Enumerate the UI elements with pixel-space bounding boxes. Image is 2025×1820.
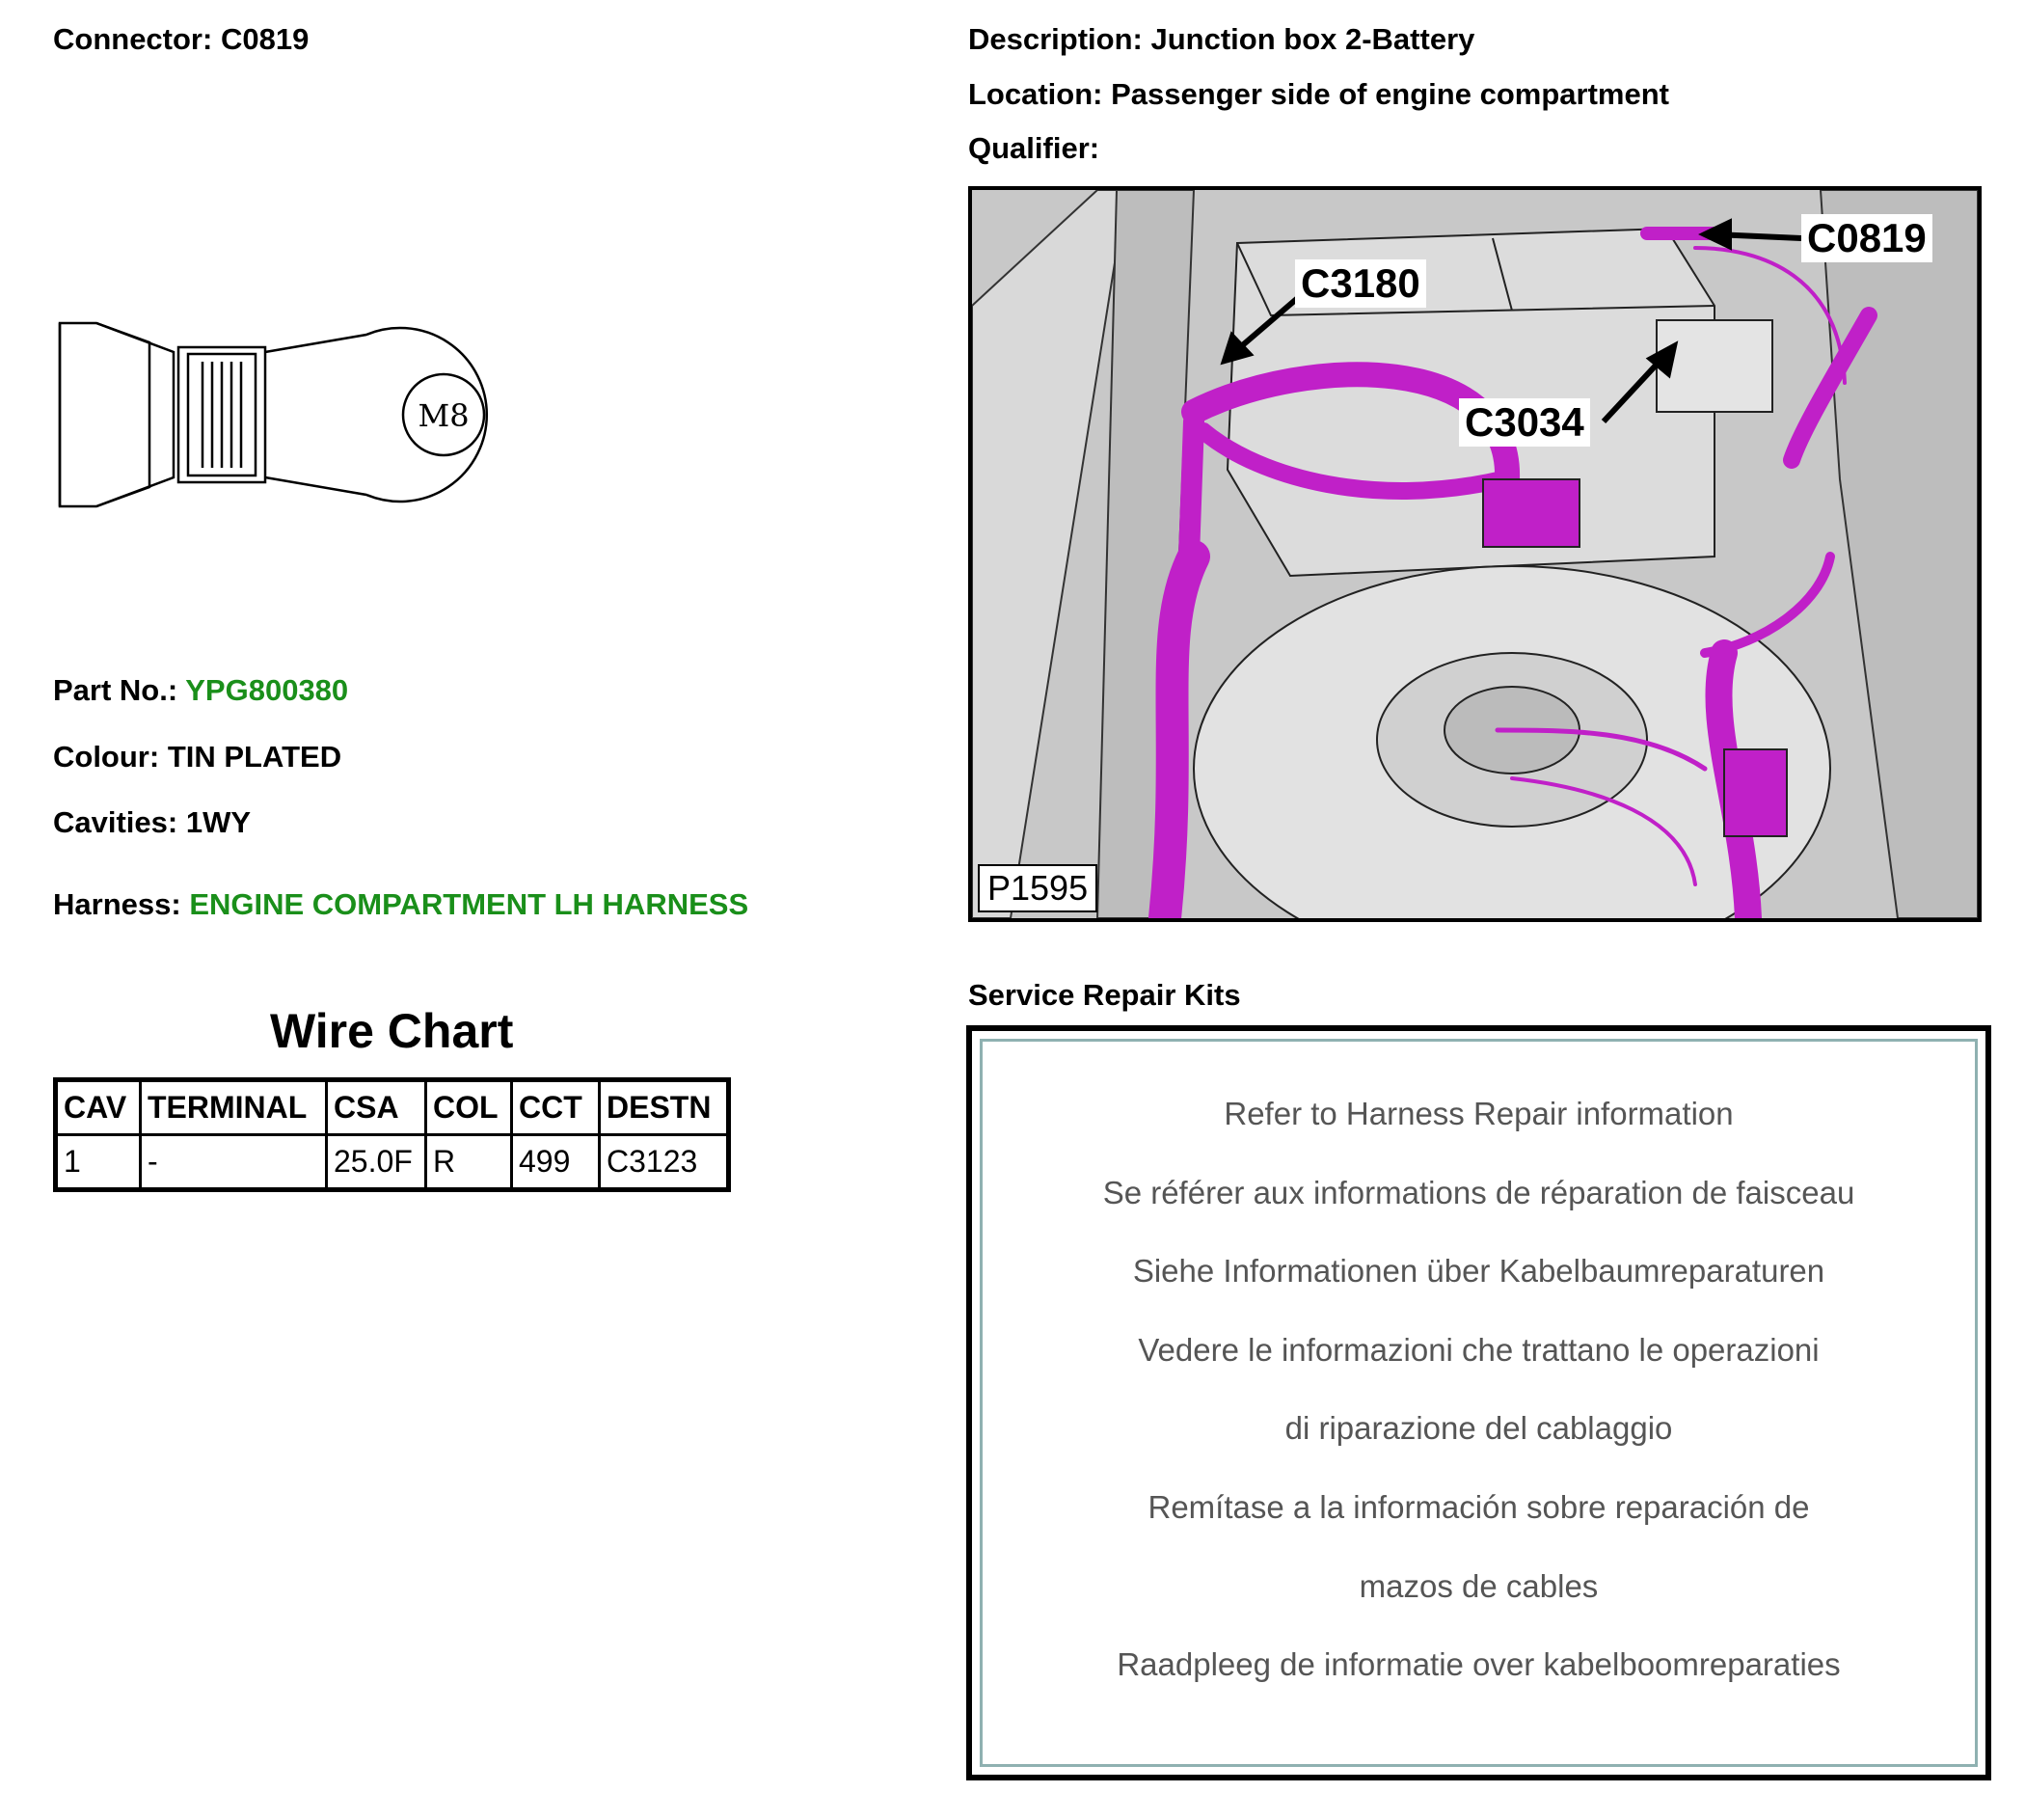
connector-label: Connector: xyxy=(53,22,213,56)
location-label: Location: xyxy=(968,77,1103,111)
cavities-line xyxy=(53,805,251,840)
service-repair-kits-inner xyxy=(980,1039,1978,1767)
kit-line-de: Siehe Informationen über Kabelbaumreparaturen xyxy=(1132,1253,1825,1289)
cell-cav: 1 xyxy=(56,1135,141,1190)
part-no-link[interactable]: YPG800380 xyxy=(185,673,349,707)
cell-col: R xyxy=(426,1135,512,1190)
description-heading xyxy=(968,22,1474,57)
wire-chart-title: Wire Chart xyxy=(270,1004,514,1058)
callout-c0819: C0819 xyxy=(1801,214,1932,262)
colour-value: TIN PLATED xyxy=(167,740,342,774)
col-cav-header: CAV xyxy=(56,1080,141,1135)
ring-terminal-drawing xyxy=(58,313,540,516)
table-row xyxy=(56,1135,729,1190)
service-repair-kits-title: Service Repair Kits xyxy=(968,978,1241,1012)
connector-heading xyxy=(53,22,309,57)
kit-line-it-2: di riparazione del cablaggio xyxy=(1284,1410,1673,1446)
engine-bay-illustration xyxy=(972,190,1978,918)
kit-line-fr: Se référer aux informations de réparation de faisceau xyxy=(1102,1175,1855,1210)
col-cct-header: CCT xyxy=(512,1080,600,1135)
colour-line xyxy=(53,740,341,774)
cell-terminal: - xyxy=(141,1135,327,1190)
harness-link[interactable]: ENGINE COMPARTMENT LH HARNESS xyxy=(189,887,749,921)
wire-chart-table xyxy=(53,1077,731,1192)
harness-line xyxy=(53,887,748,922)
description-label: Description: xyxy=(968,22,1143,56)
cavities-value: 1WY xyxy=(185,805,252,839)
cell-destn: C3123 xyxy=(600,1135,729,1190)
colour-label: Colour: xyxy=(53,740,160,774)
cell-cct: 499 xyxy=(512,1135,600,1190)
callout-c3034: C3034 xyxy=(1459,398,1590,447)
kit-line-it-1: Vedere le informazioni che trattano le operazioni xyxy=(1138,1332,1820,1368)
service-repair-kits-box xyxy=(966,1025,1991,1780)
location-photo xyxy=(968,186,1982,922)
cavities-label: Cavities: xyxy=(53,805,178,839)
terminal-marking: M8 xyxy=(418,397,470,434)
part-no-line xyxy=(53,673,348,708)
connector-value: C0819 xyxy=(220,22,310,56)
photo-reference: P1595 xyxy=(978,864,1097,912)
location-heading xyxy=(968,77,1669,112)
part-no-label: Part No.: xyxy=(53,673,178,707)
qualifier-label: Qualifier: xyxy=(968,131,1100,165)
kit-line-en: Refer to Harness Repair information xyxy=(1224,1096,1734,1131)
qualifier-heading xyxy=(968,131,1099,166)
kit-line-es-1: Remítase a la información sobre reparación de xyxy=(1148,1489,1810,1525)
col-col-header: COL xyxy=(426,1080,512,1135)
col-destn-header: DESTN xyxy=(600,1080,729,1135)
description-value: Junction box 2-Battery xyxy=(1150,22,1475,56)
col-csa-header: CSA xyxy=(327,1080,426,1135)
kit-line-es-2: mazos de cables xyxy=(1359,1568,1599,1604)
cell-csa: 25.0F xyxy=(327,1135,426,1190)
col-terminal-header: TERMINAL xyxy=(141,1080,327,1135)
wire-chart-header-row xyxy=(56,1080,729,1135)
callout-c3180: C3180 xyxy=(1295,259,1426,308)
kit-line-nl: Raadpleeg de informatie over kabelboomreparaties xyxy=(1117,1646,1841,1682)
harness-label: Harness: xyxy=(53,887,181,921)
location-value: Passenger side of engine compartment xyxy=(1111,77,1669,111)
